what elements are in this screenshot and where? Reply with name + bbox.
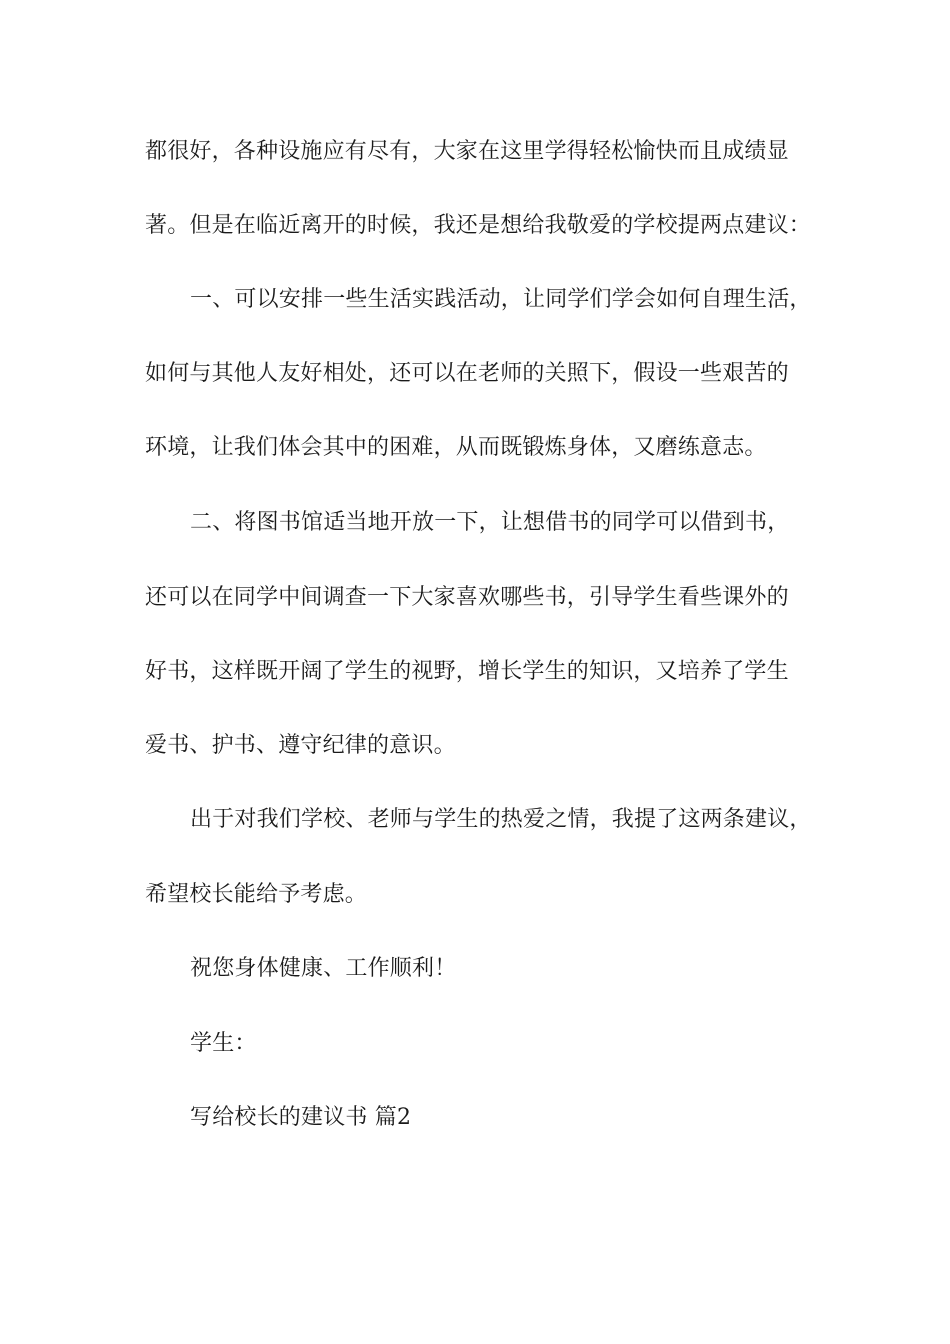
text-line-10: 出于对我们学校、老师与学生的热爱之情，我提了这两条建议， xyxy=(190,807,812,832)
text-line-5: 环境，让我们体会其中的困难，从而既锻炼身体，又磨练意志。 xyxy=(145,435,767,460)
text-line-12: 祝您身体健康、工作顺利！ xyxy=(190,956,457,981)
text-line-7: 还可以在同学中间调查一下大家喜欢哪些书，引导学生看些课外的 xyxy=(145,585,789,610)
text-line-11: 希望校长能给予考虑。 xyxy=(145,882,368,907)
text-line-2: 著。但是在临近离开的时候，我还是想给我敬爱的学校提两点建议： xyxy=(145,213,812,238)
text-line-3: 一、可以安排一些生活实践活动，让同学们学会如何自理生活， xyxy=(190,287,812,312)
text-line-1: 都很好，各种设施应有尽有，大家在这里学得轻松愉快而且成绩显 xyxy=(145,139,789,164)
text-line-9: 爱书、护书、遵守纪律的意识。 xyxy=(145,733,456,758)
text-line-8: 好书，这样既开阔了学生的视野，增长学生的知识，又培养了学生 xyxy=(145,659,789,684)
text-line-13: 学生： xyxy=(190,1031,257,1056)
text-line-6: 二、将图书馆适当地开放一下，让想借书的同学可以借到书， xyxy=(190,510,790,535)
text-line-4: 如何与其他人友好相处，还可以在老师的关照下，假设一些艰苦的 xyxy=(145,361,789,386)
section-heading: 写给校长的建议书 篇2 xyxy=(190,1105,412,1130)
